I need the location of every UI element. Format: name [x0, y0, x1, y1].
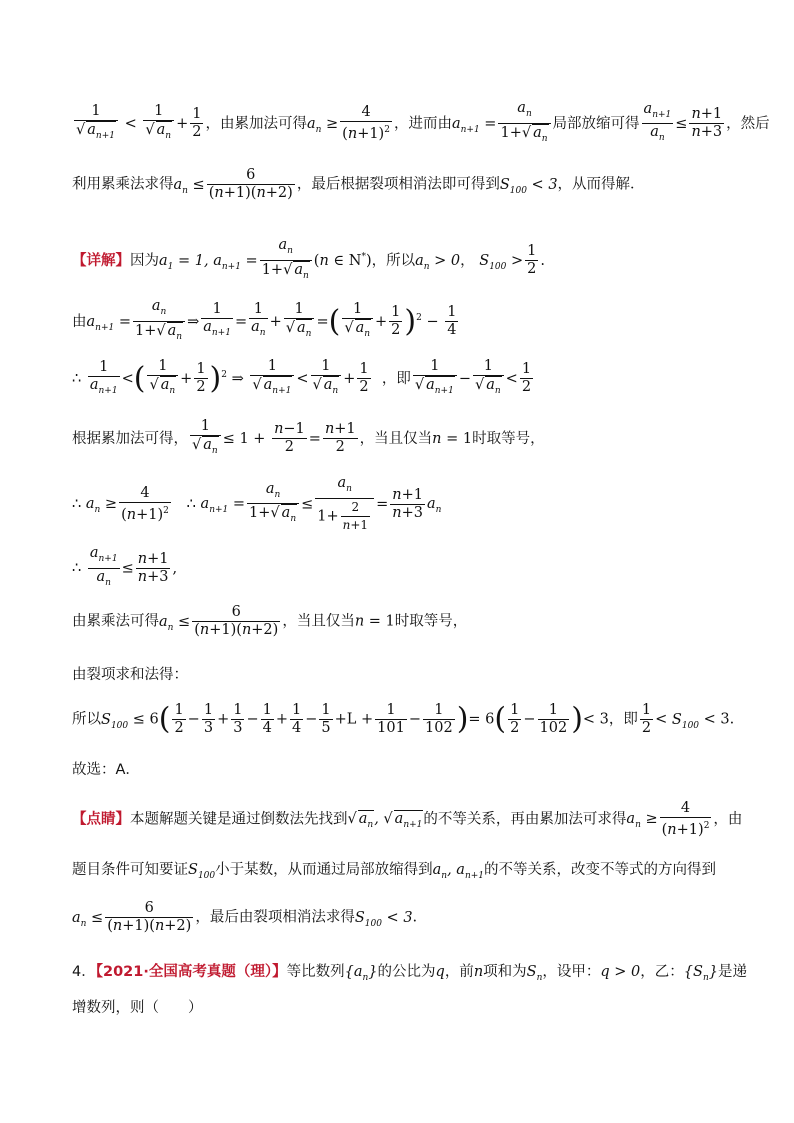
derivation-line-7: ∴ $\frac{a_{n+1}}{a_n}$ ≤ $\frac{n+1}{n+3}$ , [72, 545, 178, 588]
text: ，最后由裂项相消法求得 [195, 909, 355, 926]
text: 项和为 [483, 964, 527, 980]
answer-text: 故选：A． [72, 762, 140, 778]
text: ，然后 [726, 115, 770, 132]
question-number: 4． [72, 964, 96, 980]
derivation-line-10: 所以$S_{100} \le 6$( $\frac{1}{2}$ − $\frac{1}{3}$ + $\frac{1}{3}$ − $\frac{1}{4}$ + $\frac{1}{4}$ − $\frac{1}{5}$ +L + $\frac{1}{101}$ − $\frac{1}{102}$ )= 6( $\frac{1}{2}$ − $\frac{1}{102}$ )< 3，即 $\frac{1}{2}$ < $S_{100} < 3$. [72, 701, 735, 737]
comment-line-1: 【点睛】本题解题关键是通过倒数法先找到√ $a_n$, √ $a_{n+1}$的不等关系，再由累加法可求得$a_n$ ≥ $\frac{4}{(n+1)^2}$ ，由 [72, 800, 743, 838]
text: 增数列，则（ ） [72, 1000, 203, 1016]
text: ，乙： [640, 964, 684, 980]
comment-tag: 【点睛】 [72, 811, 130, 828]
question-source: 【2021·全国高考真题（理）】 [95, 964, 287, 980]
text: ，进而由 [393, 115, 452, 132]
text: ，当且仅当 [359, 430, 433, 447]
text: ，即 [381, 370, 411, 387]
text: 因为 [130, 252, 159, 269]
text: ，由累加法可得 [205, 115, 307, 132]
text: ，从而得解． [557, 176, 645, 193]
comment-line-2: 题目条件可知要证$S_{100}$小于某数，从而通过局部放缩得到$a_n$, $a_{n+1}$的不等关系，改变不等式的方向得到 [72, 862, 717, 881]
text: 利用累乘法求得 [72, 176, 174, 193]
question-4-line-2 [72, 996, 734, 1017]
text: ，前 [444, 964, 474, 980]
text: ，由 [713, 811, 743, 828]
comment-line-3: $a_n$ ≤ $\frac{6}{(n+1)(n+2)}$ ，最后由裂项相消法求得$S_{100} < 3$. [72, 900, 418, 934]
text: ，所以 [371, 252, 416, 269]
text: 题目条件可知要证 [72, 862, 188, 878]
text: 的不等关系，再由累加法可求得 [423, 811, 627, 828]
text: 时取等号， [472, 430, 545, 447]
answer-line [72, 758, 734, 779]
text: 本题解题关键是通过倒数法先找到 [130, 811, 348, 828]
text: 等比数列 [286, 964, 345, 980]
text: 是递 [717, 964, 747, 980]
derivation-line-9 [72, 663, 734, 684]
text: 时取等号， [394, 613, 468, 630]
text: 的不等关系，改变不等式的方向得到 [484, 862, 717, 878]
derivation-line-2: 利用累乘法求得$a_n$ ≤ $\frac{6}{(n+1)(n+2)}$ ，最后根据裂项相消法即可得到$S_{100} < 3$，从而得解． [72, 167, 645, 201]
derivation-line-4: ∴ $\frac{1}{a_{n+1}}$ <( $\frac{1}{√ a_n}$ + $\frac{1}{2}$ )$^2$ ⇒ $\frac{1}{√ a_{n+1}}$ < $\frac{1}{√ a_n}$ + $\frac{1}{2}$ ，即 $\frac{1}{√ a_{n+1}}$ − $\frac{1}{√ a_n}$ < $\frac{1}{2}$ [72, 358, 734, 400]
detail-line: 【详解】因为$a_1 = 1$, $a_{n+1}$ = $\frac{a_n}{1+√ a_n}$ (n ∈ N*)，所以$a_n > 0$， $S_{100}$ > $\frac{1}{2}$ . [72, 237, 734, 285]
derivation-line-8: 由累乘法可得$a_n$ ≤ $\frac{6}{(n+1)(n+2)}$ ，当且仅当n = 1时取等号， [72, 604, 468, 638]
question-4-line-1: 4．【2021·全国高考真题（理）】等比数列$\{a_n\}$的公比为q，前n项和为$S_n$，设甲：q > 0，乙：$\{S_n\}$是递 [72, 964, 747, 983]
text: ， [460, 252, 475, 269]
derivation-line-1: $\frac{1}{√ a_{n+1}}$ < $\frac{1}{√ a_n}$ + $\frac{1}{2}$ ，由累加法可得$a_n$ ≥ $\frac{4}{(n+1)^2}$ ，进而由$a_{n+1}$ = $\frac{a_n}{1+√ a_n}$ 局部放缩可得 $\frac{a_{n+1}}{a_n}$ ≤ $\frac{n+1}{n+3}$ ，然后 [72, 100, 734, 148]
text: ，即 [608, 711, 638, 728]
detail-tag: 【详解】 [72, 252, 130, 269]
derivation-line-5: 根据累加法可得， $\frac{1}{√ a_n}$ ≤ 1 + $\frac{n-1}{2}$ = $\frac{n+1}{2}$ ，当且仅当n = 1时取等号， [72, 418, 734, 460]
text: 局部放缩可得 [552, 115, 640, 132]
text: 由累乘法可得 [72, 613, 159, 630]
derivation-line-3: 由$a_{n+1}$ = $\frac{a_n}{1+√ a_n}$ ⇒ $\frac{1}{a_{n+1}}$ = $\frac{1}{a_n}$ + $\frac{1}{√ a_n}$ =( $\frac{1}{√ a_n}$ + $\frac{1}{2}$ )$^2$ − $\frac{1}{4}$ [72, 298, 734, 346]
formula: $\frac{1}{√ a_{n+1}}$ [74, 103, 118, 145]
text: 小于某数，从而通过局部放缩得到 [215, 862, 433, 878]
text: 的公比为 [377, 964, 436, 980]
text: 由 [72, 313, 87, 330]
text: ，当且仅当 [282, 613, 355, 630]
text: ，最后根据裂项相消法即可得到 [296, 176, 500, 193]
text: 由裂项求和法得： [72, 667, 188, 683]
derivation-line-6: ∴ $a_n$ ≥ $\frac{4}{(n+1)^2}$ ∴ $a_{n+1}$ = $\frac{a_n}{1+√ a_n}$ ≤ $a_n$ 1+ $\frac{2}{n+1}$ = $\frac{n+1}{n+3}$ $a_n$ [72, 475, 442, 532]
text: 根据累加法可得， [72, 430, 188, 447]
text: 所以 [72, 711, 101, 728]
text: ，设甲： [542, 964, 601, 980]
